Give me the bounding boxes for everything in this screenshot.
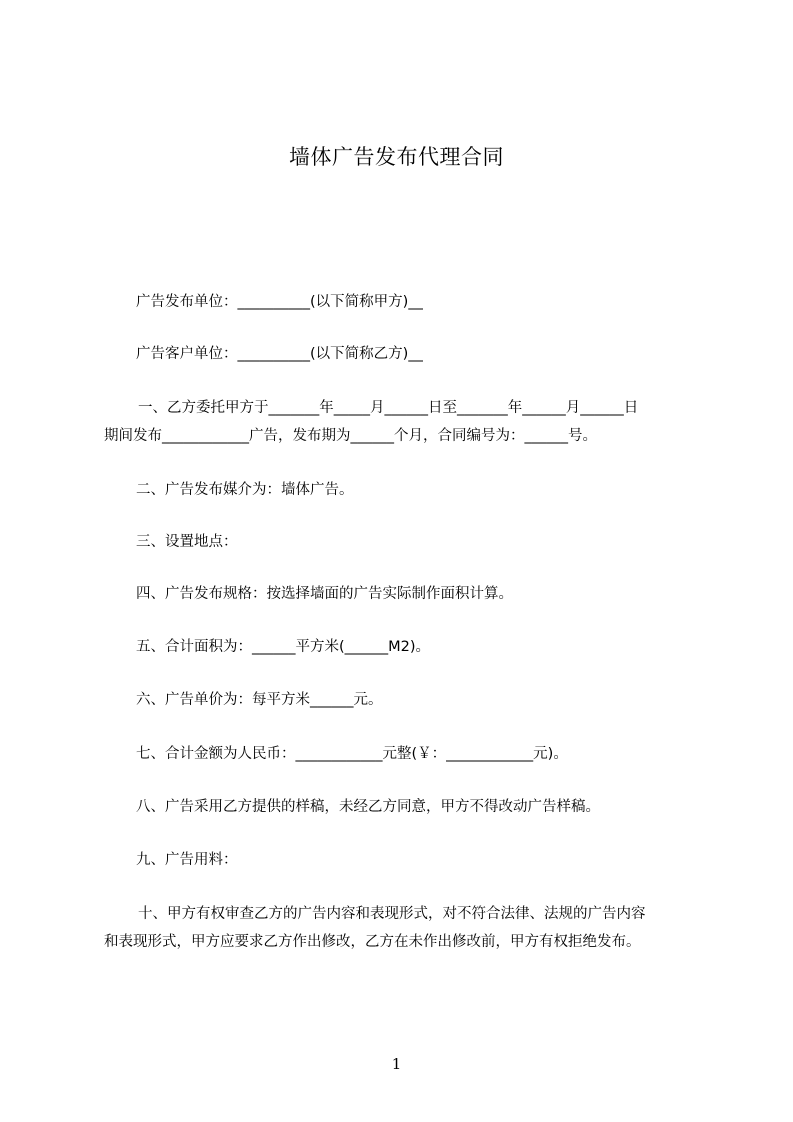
clause-2: 二、广告发布媒介为：墙体广告。 bbox=[136, 482, 354, 498]
clause-10-line-2: 和表现形式，甲方应要求乙方作出修改，乙方在未作出修改前，甲方有权拒绝发布。 bbox=[104, 934, 641, 950]
page-number: 1 bbox=[391, 1055, 402, 1073]
clause-8: 八、广告采用乙方提供的样稿，未经乙方同意，甲方不得改动广告样稿。 bbox=[136, 799, 600, 815]
clause-10-line-1: 十、甲方有权审查乙方的广告内容和表现形式，对不符合法律、法规的广告内容 bbox=[138, 906, 646, 922]
clause-6: 六、广告单价为：每平方米______元。 bbox=[136, 692, 383, 708]
clause-1-line-1: 一、乙方委托甲方于_______年_____月______日至_______年______月______日 bbox=[138, 400, 639, 416]
clause-9: 九、广告用料： bbox=[136, 852, 238, 868]
clause-1-line-2: 期间发布____________广告，发布期为______个月，合同编号为：______号。 bbox=[104, 428, 597, 444]
publisher-line: 广告发布单位：__________(以下简称甲方)__ bbox=[136, 294, 423, 310]
clause-3: 三、设置地点： bbox=[136, 534, 238, 550]
clause-5: 五、合计面积为：______平方米(______M2)。 bbox=[136, 639, 431, 655]
clause-4: 四、广告发布规格：按选择墙面的广告实际制作面积计算。 bbox=[136, 586, 513, 602]
clause-7: 七、合计金额为人民币：____________元整(￥：____________元)。 bbox=[136, 746, 568, 762]
document-title: 墙体广告发布代理合同 bbox=[289, 145, 504, 169]
clause-1 bbox=[104, 394, 704, 450]
client-line: 广告客户单位：__________(以下简称乙方)__ bbox=[136, 346, 423, 362]
clause-10 bbox=[104, 900, 704, 956]
